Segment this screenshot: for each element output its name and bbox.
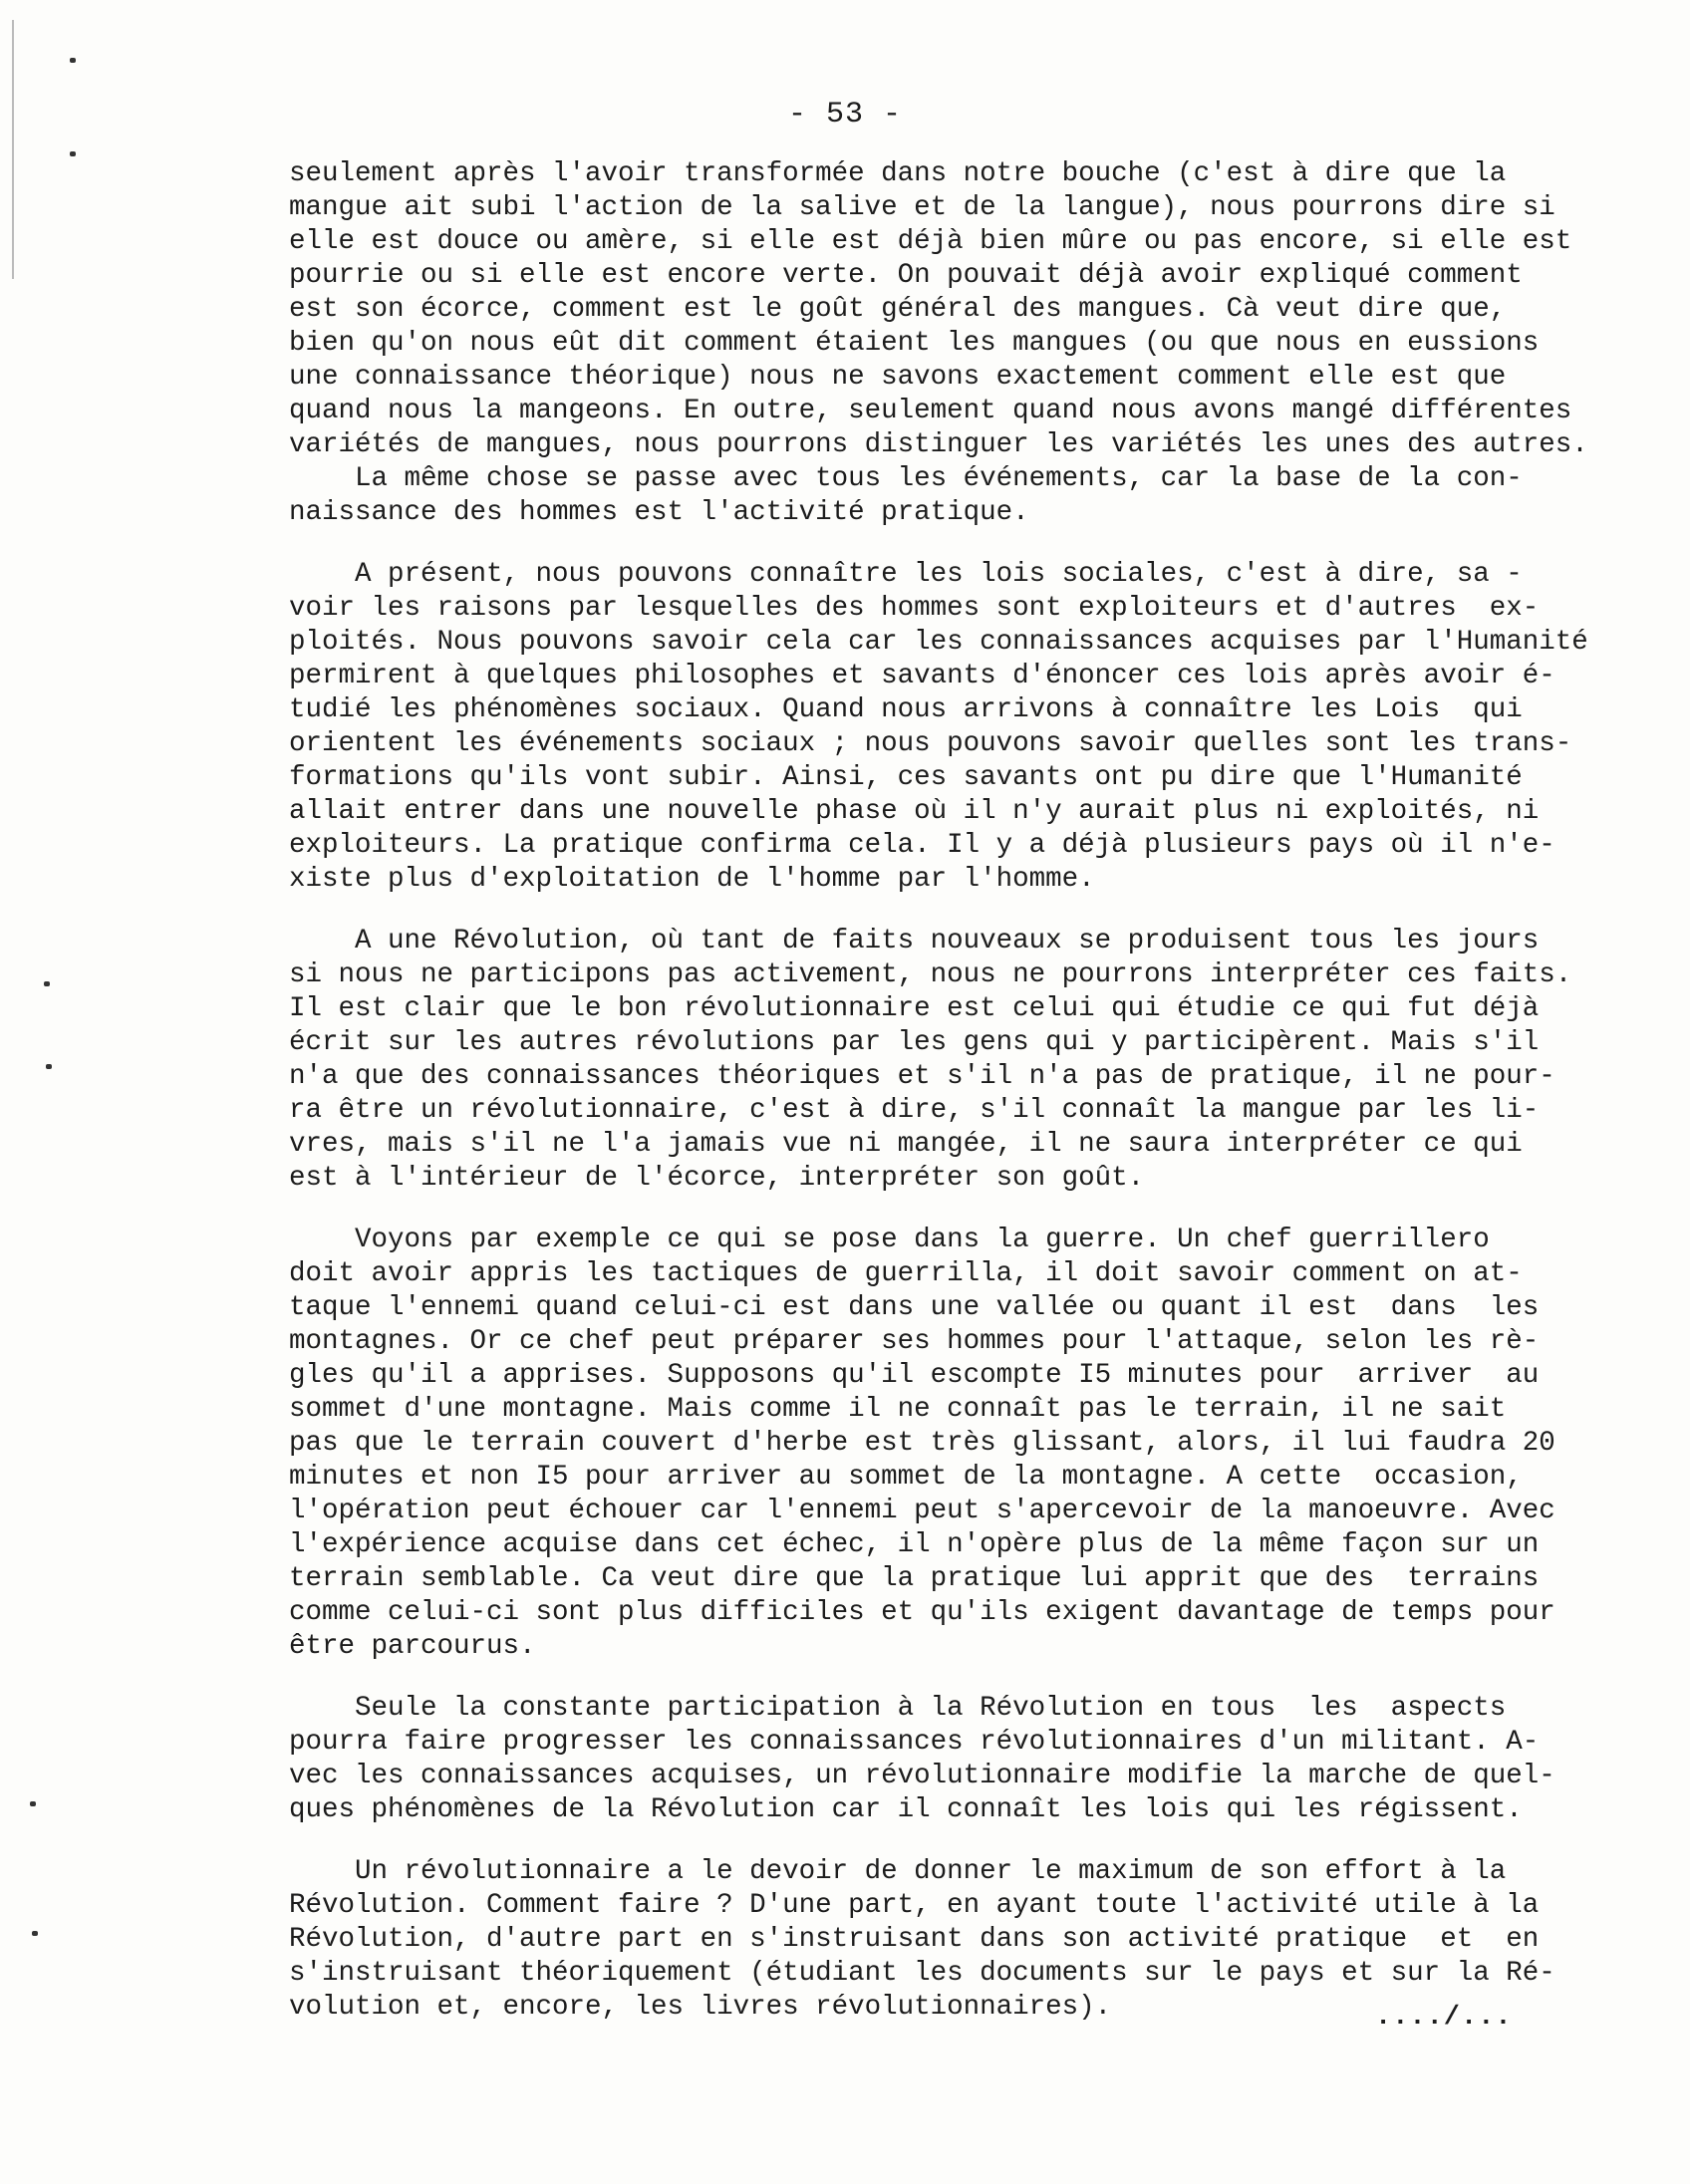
paragraph [289,925,1572,1196]
text-line: voir les raisons par lesquelles des hommes sont exploiteurs et d'autres ex- [289,593,1540,624]
text-line: bien qu'on nous eût dit comment étaient les mangues (ou que nous en eussions [289,328,1540,359]
text-line: mangue ait subi l'action de la salive et de la langue), nous pourrons dire si [289,192,1555,223]
text-line: gles qu'il a apprises. Supposons qu'il escompte I5 minutes pour arriver au [289,1360,1540,1391]
text-line: Un révolutionnaire a le devoir de donner le maximum de son effort à la [289,1856,1507,1887]
text-line: Voyons par exemple ce qui se pose dans la guerre. Un chef guerrillero [289,1225,1490,1255]
text-line: tudié les phénomènes sociaux. Quand nous arrivons à connaître les Lois qui [289,694,1523,725]
text-line: l'expérience acquise dans cet échec, il n'opère plus de la même façon sur un [289,1529,1540,1560]
paragraph [289,157,1588,530]
text-line: orientent les événements sociaux ; nous pouvons savoir quelles sont les trans- [289,728,1572,759]
text-line: l'opération peut échouer car l'ennemi peut s'apercevoir de la manoeuvre. Avec [289,1496,1555,1526]
text-line: n'a que des connaissances théoriques et s'il n'a pas de pratique, il ne pour- [289,1061,1555,1092]
text-line: si nous ne participons pas activement, nous ne pourrons interpréter ces faits. [289,959,1572,990]
text-line: Révolution. Comment faire ? D'une part, en ayant toute l'activité utile à la [289,1890,1540,1921]
margin-punch-mark [46,1064,52,1069]
text-line: ques phénomènes de la Révolution car il connaît les lois qui les régissent. [289,1794,1523,1825]
text-line: pourrie ou si elle est encore verte. On pouvait déjà avoir expliqué comment [289,260,1523,291]
text-line: volution et, encore, les livres révolutionnaires). [289,1992,1112,2023]
text-line: vec les connaissances acquises, un révolutionnaire modifie la marche de quel- [289,1761,1555,1791]
text-line: Il est clair que le bon révolutionnaire est celui qui étudie ce qui fut déjà [289,993,1540,1024]
text-line: formations qu'ils vont subir. Ainsi, ces savants ont pu dire que l'Humanité [289,762,1523,793]
text-line: quand nous la mangeons. En outre, seulement quand nous avons mangé différentes [289,396,1572,426]
paragraph [289,558,1588,897]
paragraph [289,1692,1555,1827]
margin-punch-mark [70,151,76,156]
text-line: naissance des hommes est l'activité pratique. [289,497,1029,528]
text-line: écrit sur les autres révolutions par les gens qui y participèrent. Mais s'il [289,1027,1540,1058]
text-line: elle est douce ou amère, si elle est déjà bien mûre ou pas encore, si elle est [289,226,1572,257]
text-line: doit avoir appris les tactiques de guerrilla, il doit savoir comment on at- [289,1258,1523,1289]
paragraph [289,1224,1555,1664]
continuation-mark: ..../... [1375,2003,1513,2033]
text-line: ploités. Nous pouvons savoir cela car les connaissances acquises par l'Humanité [289,627,1588,658]
text-line: exploiteurs. La pratique confirma cela. Il y a déjà plusieurs pays où il n'e- [289,830,1555,861]
text-line: sommet d'une montagne. Mais comme il ne connaît pas le terrain, il ne sait [289,1394,1507,1425]
text-line: permirent à quelques philosophes et savants d'énoncer ces lois après avoir é- [289,661,1555,691]
text-line: comme celui-ci sont plus difficiles et qu'ils exigent davantage de temps pour [289,1597,1555,1628]
text-line: vres, mais s'il ne l'a jamais vue ni mangée, il ne saura interpréter ce qui [289,1129,1523,1160]
page-number: - 53 - [787,98,903,132]
page-edge-shadow [12,20,14,279]
margin-punch-mark [30,1801,36,1806]
text-line: taque l'ennemi quand celui-ci est dans une vallée ou quant il est dans les [289,1292,1540,1323]
margin-punch-mark [44,981,50,986]
text-line: pourra faire progresser les connaissances révolutionnaires d'un militant. A- [289,1727,1540,1758]
text-line: allait entrer dans une nouvelle phase où il n'y aurait plus ni exploités, ni [289,796,1540,827]
text-line: Révolution, d'autre part en s'instruisant dans son activité pratique et en [289,1924,1540,1955]
text-line: s'instruisant théoriquement (étudiant les documents sur le pays et sur la Ré- [289,1958,1555,1989]
text-line: est à l'intérieur de l'écorce, interpréter son goût. [289,1163,1145,1194]
text-line: une connaissance théorique) nous ne savons exactement comment elle est que [289,362,1507,393]
body-text [289,157,1588,2052]
text-line: être parcourus. [289,1631,536,1662]
text-line: pas que le terrain couvert d'herbe est très glissant, alors, il lui faudra 20 [289,1428,1555,1459]
text-line: Seule la constante participation à la Révolution en tous les aspects [289,1693,1507,1724]
text-line: A présent, nous pouvons connaître les lois sociales, c'est à dire, sa - [289,559,1523,590]
text-line: seulement après l'avoir transformée dans notre bouche (c'est à dire que la [289,158,1507,189]
text-line: variétés de mangues, nous pourrons distinguer les variétés les unes des autres. [289,429,1588,460]
margin-punch-mark [32,1931,38,1936]
text-line: ra être un révolutionnaire, c'est à dire, s'il connaît la mangue par les li- [289,1095,1540,1126]
text-line: A une Révolution, où tant de faits nouveaux se produisent tous les jours [289,926,1540,956]
paragraph [289,1855,1555,2025]
text-line: xiste plus d'exploitation de l'homme par l'homme. [289,864,1095,895]
text-line: montagnes. Or ce chef peut préparer ses hommes pour l'attaque, selon les rè- [289,1326,1540,1357]
text-line: La même chose se passe avec tous les événements, car la base de la con- [289,463,1523,494]
text-line: terrain semblable. Ca veut dire que la pratique lui apprit que des terrains [289,1563,1540,1594]
text-line: minutes et non I5 pour arriver au sommet de la montagne. A cette occasion, [289,1462,1523,1493]
margin-punch-mark [70,58,76,63]
text-line: est son écorce, comment est le goût général des mangues. Cà veut dire que, [289,294,1507,325]
